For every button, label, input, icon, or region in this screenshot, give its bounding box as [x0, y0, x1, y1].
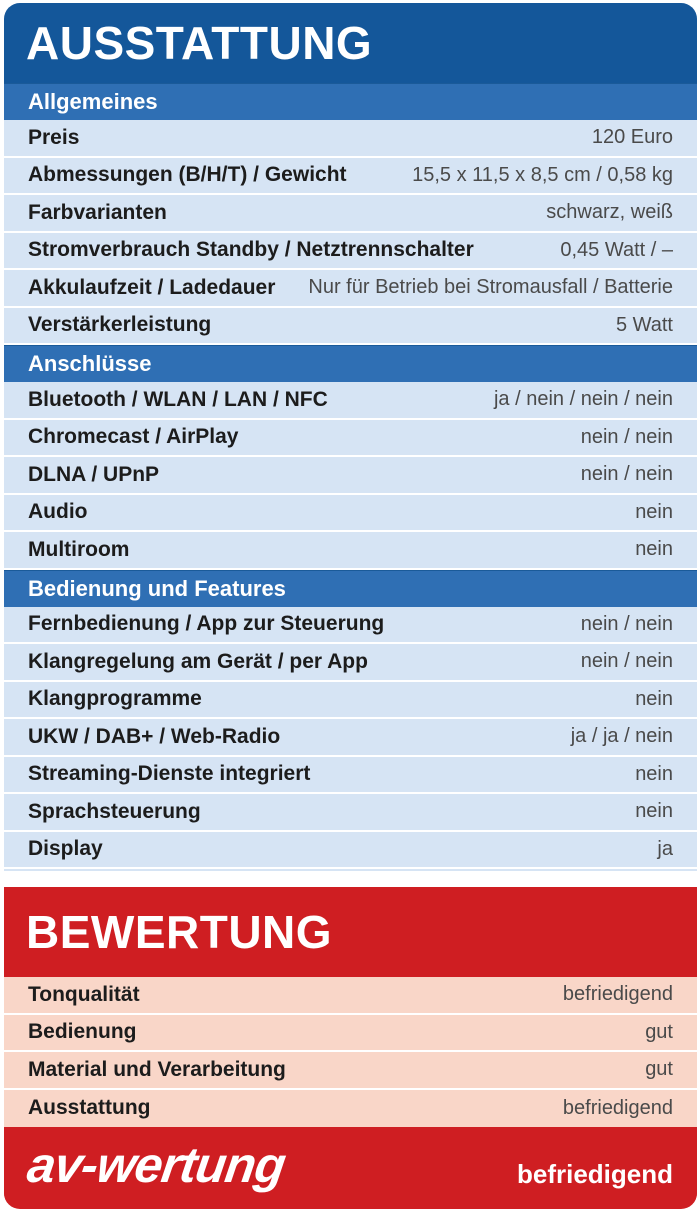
- spec-value: ja / nein / nein / nein: [493, 388, 673, 411]
- spec-row: [4, 794, 697, 832]
- section-anschluesse: [4, 345, 697, 570]
- spec-value: nein: [635, 538, 673, 561]
- section-title: Anschlüsse: [4, 345, 697, 382]
- spec-label: Fernbedienung / App zur Steuerung: [28, 612, 385, 636]
- bewertung-title: BEWERTUNG: [4, 887, 697, 977]
- spec-label: Klangregelung am Gerät / per App: [28, 649, 368, 673]
- spec-row: [4, 308, 697, 346]
- rating-footer: [4, 1127, 697, 1203]
- av-wertung-logo: av-wertung: [24, 1137, 289, 1193]
- spec-value: schwarz, weiß: [546, 201, 673, 224]
- spec-value: nein / nein: [580, 650, 673, 673]
- spec-label: Streaming-Dienste integriert: [28, 762, 311, 786]
- rating-label: Bedienung: [28, 1020, 137, 1044]
- spec-row: [4, 719, 697, 757]
- rating-label: Tonqualität: [28, 982, 140, 1006]
- spec-value: nein / nein: [580, 612, 673, 635]
- spec-label: Multiroom: [28, 537, 130, 561]
- rating-value: befriedigend: [562, 983, 673, 1006]
- spec-row: [4, 270, 697, 308]
- spec-label: Audio: [28, 500, 88, 524]
- spec-value: 0,45 Watt / –: [560, 238, 673, 261]
- spec-value: 5 Watt: [615, 313, 673, 336]
- spec-row: [4, 233, 697, 271]
- rating-row: [4, 977, 697, 1015]
- overall-verdict: befriedigend: [516, 1158, 673, 1189]
- spec-label: Akkulaufzeit / Ladedauer: [28, 275, 276, 299]
- section-bedienung-features: [4, 570, 697, 870]
- spec-row: [4, 495, 697, 533]
- spec-row: [4, 532, 697, 570]
- spec-label: Sprachsteuerung: [28, 799, 201, 823]
- spec-row: [4, 607, 697, 645]
- section-allgemeines: [4, 83, 697, 345]
- spec-row: [4, 682, 697, 720]
- spec-value: 120 Euro: [591, 126, 673, 149]
- spec-label: Klangprogramme: [28, 687, 202, 711]
- spec-value: nein: [635, 500, 673, 523]
- rating-label: Material und Verarbeitung: [28, 1057, 286, 1081]
- spec-row: [4, 158, 697, 196]
- spec-label: UKW / DAB+ / Web-Radio: [28, 724, 281, 748]
- rating-row: [4, 1052, 697, 1090]
- spec-row: [4, 420, 697, 458]
- spec-label: DLNA / UPnP: [28, 462, 160, 486]
- spec-label: Chromecast / AirPlay: [28, 425, 239, 449]
- rating-row: [4, 1015, 697, 1053]
- spec-value: nein: [635, 687, 673, 710]
- spec-label: Verstärkerleistung: [28, 313, 212, 337]
- spec-label: Farbvarianten: [28, 200, 167, 224]
- spec-value: nein: [635, 762, 673, 785]
- section-title: Bedienung und Features: [4, 570, 697, 607]
- spec-row: [4, 832, 697, 870]
- spec-row: [4, 382, 697, 420]
- ausstattung-title: AUSSTATTUNG: [4, 3, 697, 83]
- spec-value: nein: [635, 800, 673, 823]
- spec-value: nein / nein: [580, 463, 673, 486]
- section-title: Allgemeines: [4, 83, 697, 120]
- spec-label: Preis: [28, 125, 80, 149]
- rating-value: befriedigend: [562, 1096, 673, 1119]
- spec-value: Nur für Betrieb bei Stromausfall / Batterie: [308, 276, 673, 299]
- rating-value: gut: [645, 1020, 673, 1043]
- rating-row: [4, 1090, 697, 1128]
- spec-row: [4, 644, 697, 682]
- spec-label: Bluetooth / WLAN / LAN / NFC: [28, 387, 328, 411]
- spec-row: [4, 195, 697, 233]
- rating-value: gut: [645, 1058, 673, 1081]
- spec-label: Stromverbrauch Standby / Netztrennschalter: [28, 238, 474, 262]
- spec-value: 15,5 x 11,5 x 8,5 cm / 0,58 kg: [412, 163, 673, 186]
- spec-row: [4, 757, 697, 795]
- spec-value: ja: [657, 837, 673, 860]
- bewertung-panel: [4, 887, 697, 1209]
- spec-row: [4, 457, 697, 495]
- spec-label: Abmessungen (B/H/T) / Gewicht: [28, 163, 347, 187]
- spec-row: [4, 120, 697, 158]
- spec-label: Display: [28, 837, 103, 861]
- ausstattung-panel: [4, 3, 697, 871]
- spec-value: nein / nein: [580, 425, 673, 448]
- rating-label: Ausstattung: [28, 1096, 151, 1120]
- rating-list: [4, 977, 697, 1127]
- spec-value: ja / ja / nein: [570, 725, 673, 748]
